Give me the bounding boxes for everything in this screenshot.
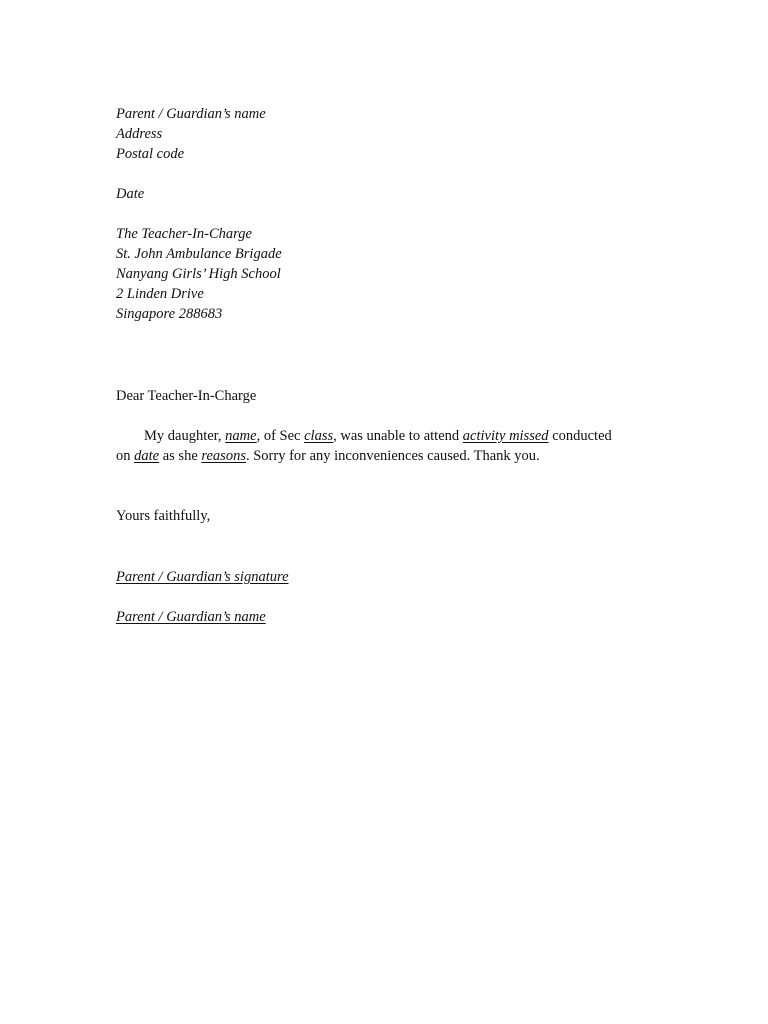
sender-address: Address	[116, 126, 163, 142]
body-text-1: My daughter,	[144, 428, 226, 444]
body-line-2	[116, 446, 540, 466]
body-text-5: on	[116, 448, 135, 464]
body-text-2: , of Sec	[256, 428, 305, 444]
recipient-line-3: Nanyang Girls’ High School	[116, 266, 281, 282]
body-text-4: conducted	[548, 428, 612, 444]
placeholder-class: class	[304, 428, 334, 444]
body-text-7: . Sorry for any inconveniences caused. Thank you.	[245, 448, 540, 464]
body-line-1	[144, 426, 612, 446]
placeholder-reasons: reasons	[201, 448, 246, 464]
placeholder-name: name	[225, 428, 257, 444]
recipient-line-4: 2 Linden Drive	[116, 286, 204, 302]
closing: Yours faithfully,	[116, 508, 211, 524]
recipient-line-5: Singapore 288683	[116, 306, 223, 322]
body-text-3: , was unable to attend	[333, 428, 463, 444]
placeholder-activity: activity missed	[462, 428, 549, 444]
sender-postal-code: Postal code	[116, 146, 185, 162]
placeholder-date: date	[134, 448, 160, 464]
letter-date: Date	[116, 186, 145, 202]
recipient-line-1: The Teacher-In-Charge	[116, 226, 252, 242]
body-text-6: as she	[159, 448, 202, 464]
sender-name: Parent / Guardian’s name	[116, 106, 266, 122]
salutation: Dear Teacher-In-Charge	[116, 388, 257, 404]
signer-name-placeholder: Parent / Guardian’s name	[116, 609, 266, 625]
recipient-line-2: St. John Ambulance Brigade	[116, 246, 282, 262]
signature-placeholder: Parent / Guardian’s signature	[116, 569, 289, 585]
